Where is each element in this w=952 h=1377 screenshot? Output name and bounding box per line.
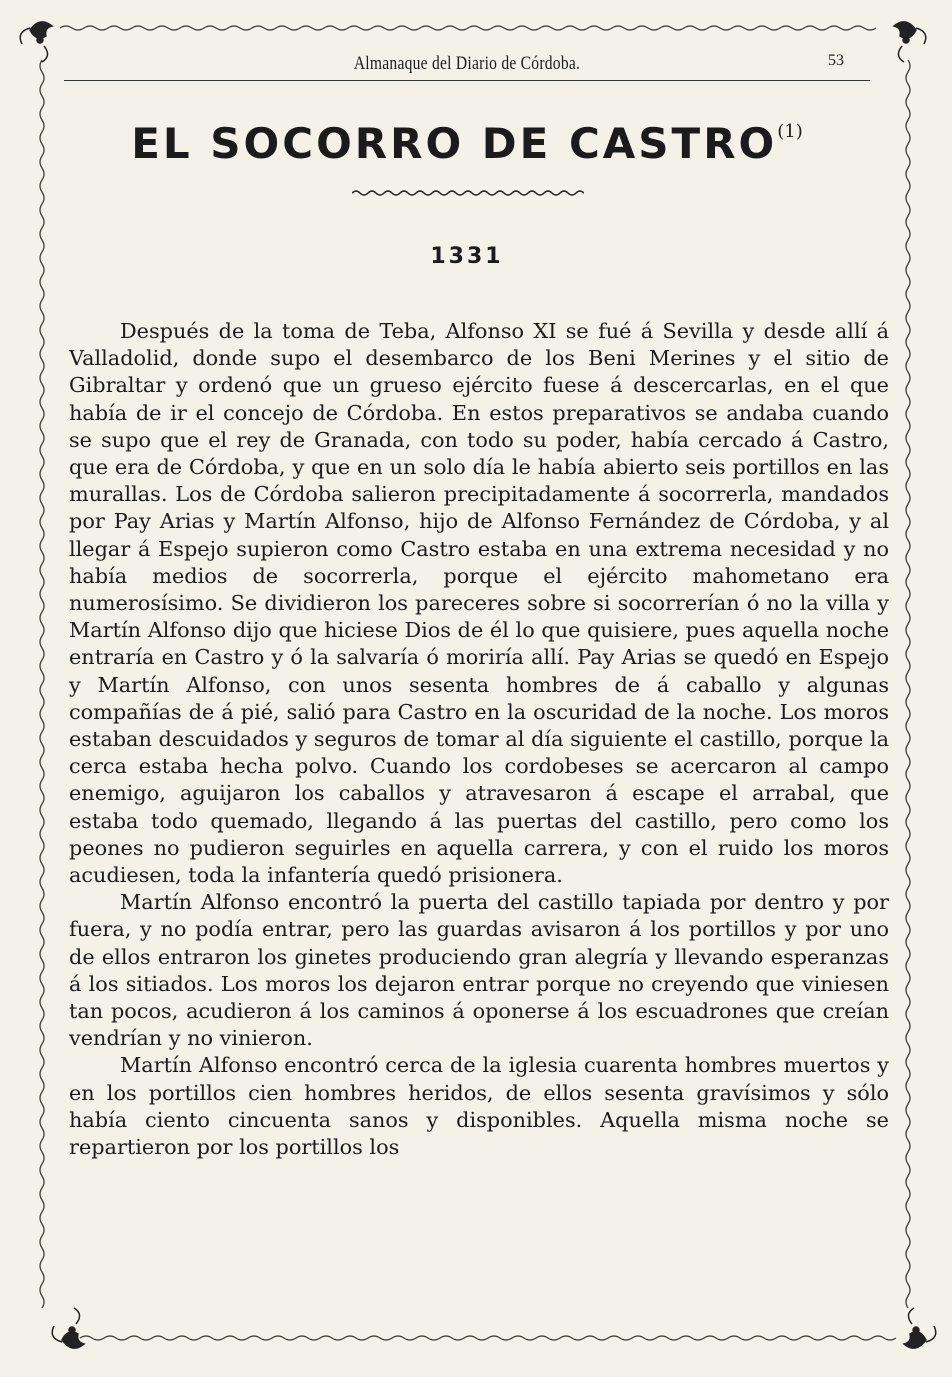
running-title: Almanaque del Diario de Córdoba. xyxy=(353,53,581,74)
article-body xyxy=(69,318,889,1161)
border-left-line xyxy=(40,60,44,1308)
border-top-line xyxy=(60,26,876,30)
title-underline-flourish xyxy=(352,186,584,200)
border-right-line xyxy=(906,60,910,1308)
article-title-text: EL SOCORRO DE CASTRO xyxy=(131,119,778,168)
article-year: 1331 xyxy=(430,244,504,269)
page-number: 53 xyxy=(828,52,844,69)
footnote-marker: (1) xyxy=(777,121,803,142)
running-header xyxy=(64,50,870,81)
corner-ornament-icon xyxy=(904,1308,936,1348)
paragraph: Después de la toma de Teba, Alfonso XI se fué á Sevilla y desde allí á Valladolid, donde supo el desembarco de los Beni Merines y el sitio de Gibraltar y ordenó que un grueso ejército fuese á descercarlas, en el que había de ir el concejo de Córdoba. En estos preparativos se andaba cuando se supo que el rey de Granada, con todo su poder, había cercado á Castro, que era de Córdoba, y que en un solo día le había abierto seis portillos en las murallas. Los de Córdoba salieron precipitadamente á socorrerla, mandados por Pay Arias y Martín Alfonso, hijo de Alfonso Fernández de Córdoba, y al llegar á Espejo supieron como Castro estaba en una extrema necesidad y no había medios de socorrerla, porque el ejército mahometano era numerosísimo. Se dividieron los pareceres sobre si socorrerían ó no la villa y Martín Alfonso dijo que hiciese Dios de él lo que quisiere, pues aquella noche entraría en Castro y ó la salvaría ó moriría allí. Pay Arias se quedó en Espejo y Martín Alfonso, con unos sesenta hombres de á caballo y algunas compañías de á pié, salió para Castro en la oscuridad de la noche. Los moros estaban descuidados y seguros de tomar al día siguiente el castillo, porque la cerca estaba hecha polvo. Cuando los cordobeses se acercaron al campo enemigo, aguijaron los caballos y atravesaron á escape el arrabal, que estaba todo quemado, llegando á las puertas del castillo, pero como los peones no pudieron seguirles en aquella carrera, y con el ruido los moros acudiesen, toda la infantería quedó prisionera. xyxy=(69,319,889,888)
corner-ornament-icon xyxy=(52,1308,84,1348)
paragraph: Martín Alfonso encontró la puerta del castillo tapiada por dentro y por fuera, y no podía entrar, pero las guardas avisaron á los portillos y por uno de ellos entraron los ginetes produciendo gran alegría y llevando esperanzas á los sitiados. Los moros los dejaron entrar porque no creyendo que viniesen tan pocos, acudieron á los caminos á oponerse á los escuadrones que creían vendrían y no vinieron. xyxy=(69,890,889,1051)
corner-ornament-icon xyxy=(894,22,926,62)
border-bottom-line xyxy=(80,1336,896,1340)
paragraph: Martín Alfonso encontró cerca de la iglesia cuarenta hombres muertos y en los portillos cien hombres heridos, de ellos sesenta gravísimos y sólo había ciento cincuenta sanos y disponibles. Aquella misma noche se repartieron por los portillos los xyxy=(69,1053,889,1160)
corner-ornament-icon xyxy=(20,22,52,62)
article-title xyxy=(64,108,870,174)
